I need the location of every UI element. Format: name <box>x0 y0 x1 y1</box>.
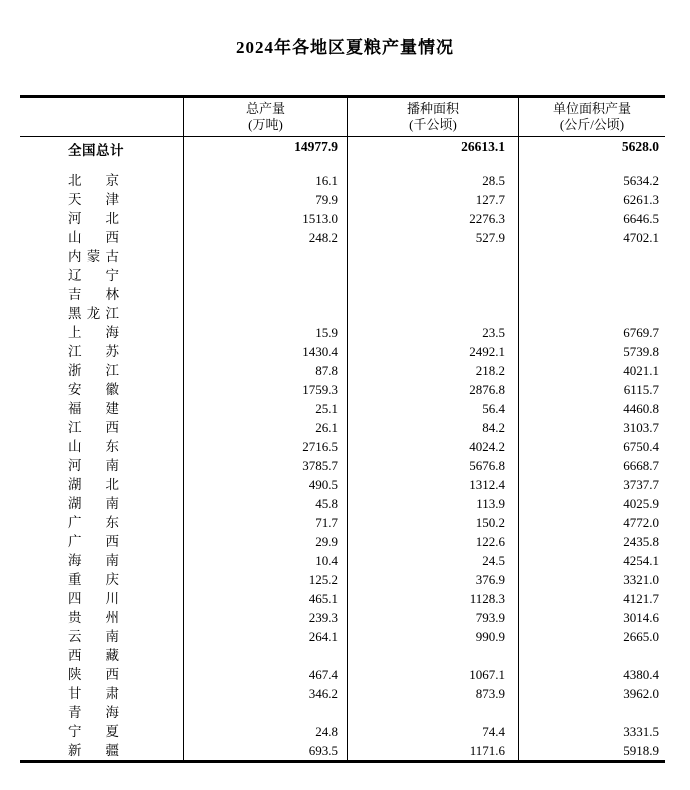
region-name: 新 疆 <box>68 743 119 758</box>
value-cell: 24.8 <box>183 722 347 741</box>
table-row <box>20 361 665 380</box>
value-cell: 113.9 <box>347 494 518 513</box>
value-cell: 2876.8 <box>347 380 518 399</box>
table-row <box>20 323 665 342</box>
header-total-output <box>183 98 347 136</box>
region-name: 上 海 <box>68 325 119 340</box>
value-cell <box>183 285 347 304</box>
page-title: 2024年各地区夏粮产量情况 <box>236 38 454 57</box>
table-row <box>20 380 665 399</box>
value-cell: 6769.7 <box>518 323 665 342</box>
region-name-cell <box>20 190 183 209</box>
region-name: 云 南 <box>68 629 119 644</box>
header-sown-area-unit: (千公顷) <box>409 117 457 132</box>
region-name: 辽 宁 <box>68 268 119 283</box>
value-cell: 2665.0 <box>518 627 665 646</box>
region-name-cell <box>20 627 183 646</box>
region-name: 天 津 <box>68 192 119 207</box>
table-row <box>20 475 665 494</box>
value-cell: 56.4 <box>347 399 518 418</box>
region-name-cell <box>20 722 183 741</box>
value-cell: 3962.0 <box>518 684 665 703</box>
value-cell: 376.9 <box>347 570 518 589</box>
header-yield-label: 单位面积产量 <box>552 101 631 116</box>
value-cell: 5918.9 <box>518 741 665 760</box>
value-cell: 29.9 <box>183 532 347 551</box>
value-cell: 74.4 <box>347 722 518 741</box>
region-name-cell <box>20 399 183 418</box>
table-row <box>20 209 665 228</box>
table-row <box>20 418 665 437</box>
value-cell: 490.5 <box>183 475 347 494</box>
value-cell: 4702.1 <box>518 228 665 247</box>
value-cell: 4254.1 <box>518 551 665 570</box>
value-cell: 23.5 <box>347 323 518 342</box>
table-row <box>20 285 665 304</box>
table-row <box>20 532 665 551</box>
region-name-cell <box>20 361 183 380</box>
value-cell: 465.1 <box>183 589 347 608</box>
region-name: 河 北 <box>68 211 119 226</box>
region-name-cell <box>20 456 183 475</box>
region-name: 甘 肃 <box>68 686 119 701</box>
value-cell: 122.6 <box>347 532 518 551</box>
region-name-cell <box>20 684 183 703</box>
value-cell <box>183 304 347 323</box>
value-cell: 2492.1 <box>347 342 518 361</box>
table-row <box>20 589 665 608</box>
region-name-cell <box>20 494 183 513</box>
spacer-cell <box>347 163 518 171</box>
value-cell <box>518 703 665 722</box>
value-cell: 4121.7 <box>518 589 665 608</box>
grain-production-table <box>20 95 665 763</box>
region-name-cell <box>20 171 183 190</box>
header-region-blank <box>20 98 183 136</box>
region-name-cell <box>20 228 183 247</box>
table-body <box>20 171 665 760</box>
value-cell: 239.3 <box>183 608 347 627</box>
region-name: 重 庆 <box>68 572 119 587</box>
region-name: 宁 夏 <box>68 724 119 739</box>
table-row <box>20 399 665 418</box>
value-cell: 4772.0 <box>518 513 665 532</box>
value-cell: 127.7 <box>347 190 518 209</box>
value-cell <box>518 266 665 285</box>
value-cell: 3737.7 <box>518 475 665 494</box>
spacer-row <box>20 163 665 171</box>
table-row <box>20 741 665 760</box>
region-name-cell <box>20 646 183 665</box>
value-cell: 15.9 <box>183 323 347 342</box>
table-row <box>20 437 665 456</box>
region-name: 湖 北 <box>68 477 119 492</box>
region-name-cell <box>20 418 183 437</box>
table-row <box>20 608 665 627</box>
region-name: 安 徽 <box>68 382 119 397</box>
table-row <box>20 665 665 684</box>
table-row <box>20 456 665 475</box>
region-name: 湖 南 <box>68 496 119 511</box>
value-cell: 1067.1 <box>347 665 518 684</box>
value-cell: 5676.8 <box>347 456 518 475</box>
region-name: 江 苏 <box>68 344 119 359</box>
table-row <box>20 703 665 722</box>
value-cell: 346.2 <box>183 684 347 703</box>
value-cell: 2435.8 <box>518 532 665 551</box>
value-cell: 4380.4 <box>518 665 665 684</box>
value-cell: 125.2 <box>183 570 347 589</box>
region-name-cell <box>20 285 183 304</box>
value-cell: 16.1 <box>183 171 347 190</box>
region-name: 内 蒙 古 <box>68 249 119 264</box>
value-cell: 6646.5 <box>518 209 665 228</box>
value-cell <box>347 247 518 266</box>
table-row <box>20 551 665 570</box>
region-name-cell <box>20 665 183 684</box>
region-name: 山 东 <box>68 439 119 454</box>
national-total-label: 全国总计 <box>68 142 124 158</box>
header-yield-unit: (公斤/公顷) <box>559 117 625 132</box>
value-cell: 4025.9 <box>518 494 665 513</box>
spacer-cell <box>518 163 665 171</box>
value-cell: 84.2 <box>347 418 518 437</box>
national-total-yield: 5628.0 <box>518 137 665 163</box>
value-cell: 4024.2 <box>347 437 518 456</box>
value-cell: 1312.4 <box>347 475 518 494</box>
value-cell <box>347 646 518 665</box>
region-name-cell <box>20 570 183 589</box>
table-row <box>20 342 665 361</box>
region-name: 吉 林 <box>68 287 119 302</box>
region-name-cell <box>20 247 183 266</box>
value-cell: 264.1 <box>183 627 347 646</box>
region-name: 四 川 <box>68 591 119 606</box>
value-cell: 10.4 <box>183 551 347 570</box>
value-cell: 25.1 <box>183 399 347 418</box>
value-cell: 87.8 <box>183 361 347 380</box>
value-cell <box>183 266 347 285</box>
value-cell <box>518 247 665 266</box>
spacer-cell <box>20 163 183 171</box>
region-name: 贵 州 <box>68 610 119 625</box>
value-cell: 793.9 <box>347 608 518 627</box>
region-name-cell <box>20 266 183 285</box>
region-name-cell <box>20 703 183 722</box>
header-total-output-unit: (万吨) <box>248 117 283 132</box>
table-row <box>20 190 665 209</box>
table-row <box>20 304 665 323</box>
value-cell: 1128.3 <box>347 589 518 608</box>
region-name-cell <box>20 741 183 760</box>
value-cell <box>518 646 665 665</box>
region-name: 广 东 <box>68 515 119 530</box>
value-cell: 1430.4 <box>183 342 347 361</box>
region-name: 河 南 <box>68 458 119 473</box>
value-cell: 693.5 <box>183 741 347 760</box>
region-name: 青 海 <box>68 705 119 720</box>
value-cell <box>183 247 347 266</box>
region-name-cell <box>20 380 183 399</box>
value-cell: 873.9 <box>347 684 518 703</box>
table-header-row <box>20 98 665 137</box>
region-name: 西 藏 <box>68 648 119 663</box>
value-cell: 1759.3 <box>183 380 347 399</box>
value-cell: 45.8 <box>183 494 347 513</box>
region-name-cell <box>20 437 183 456</box>
region-name: 福 建 <box>68 401 119 416</box>
region-name: 浙 江 <box>68 363 119 378</box>
region-name-cell <box>20 608 183 627</box>
value-cell: 6115.7 <box>518 380 665 399</box>
header-total-output-label: 总产量 <box>245 101 285 116</box>
value-cell: 1513.0 <box>183 209 347 228</box>
value-cell <box>518 304 665 323</box>
region-name-cell <box>20 551 183 570</box>
table-row <box>20 247 665 266</box>
table-row <box>20 646 665 665</box>
value-cell <box>347 285 518 304</box>
table-row <box>20 228 665 247</box>
region-name: 陕 西 <box>68 667 119 682</box>
value-cell <box>183 703 347 722</box>
header-yield <box>518 98 665 136</box>
value-cell <box>347 703 518 722</box>
value-cell <box>347 266 518 285</box>
value-cell: 71.7 <box>183 513 347 532</box>
value-cell: 467.4 <box>183 665 347 684</box>
region-name-cell <box>20 475 183 494</box>
region-name-cell <box>20 209 183 228</box>
value-cell: 150.2 <box>347 513 518 532</box>
region-name-cell <box>20 513 183 532</box>
value-cell: 2276.3 <box>347 209 518 228</box>
value-cell: 218.2 <box>347 361 518 380</box>
value-cell <box>183 646 347 665</box>
table-row <box>20 266 665 285</box>
value-cell: 3331.5 <box>518 722 665 741</box>
region-name: 黑 龙 江 <box>68 306 119 321</box>
value-cell: 28.5 <box>347 171 518 190</box>
value-cell: 527.9 <box>347 228 518 247</box>
table-row <box>20 722 665 741</box>
value-cell: 3014.6 <box>518 608 665 627</box>
region-name: 广 西 <box>68 534 119 549</box>
header-sown-area-label: 播种面积 <box>406 101 459 116</box>
value-cell: 6668.7 <box>518 456 665 475</box>
table-row <box>20 171 665 190</box>
value-cell: 2716.5 <box>183 437 347 456</box>
national-total-area: 26613.1 <box>347 137 518 163</box>
value-cell: 24.5 <box>347 551 518 570</box>
value-cell: 3321.0 <box>518 570 665 589</box>
national-total-name-cell <box>20 137 183 163</box>
value-cell: 4460.8 <box>518 399 665 418</box>
header-sown-area <box>347 98 518 136</box>
value-cell: 248.2 <box>183 228 347 247</box>
value-cell: 3103.7 <box>518 418 665 437</box>
table-row <box>20 684 665 703</box>
value-cell <box>518 285 665 304</box>
value-cell: 5634.2 <box>518 171 665 190</box>
region-name-cell <box>20 532 183 551</box>
region-name-cell <box>20 323 183 342</box>
table-row <box>20 627 665 646</box>
value-cell: 6261.3 <box>518 190 665 209</box>
table-row <box>20 570 665 589</box>
value-cell: 990.9 <box>347 627 518 646</box>
value-cell <box>347 304 518 323</box>
table-row <box>20 513 665 532</box>
value-cell: 3785.7 <box>183 456 347 475</box>
value-cell: 26.1 <box>183 418 347 437</box>
national-total-output: 14977.9 <box>183 137 347 163</box>
region-name: 北 京 <box>68 173 119 188</box>
spacer-cell <box>183 163 347 171</box>
region-name: 海 南 <box>68 553 119 568</box>
table-row <box>20 494 665 513</box>
region-name: 江 西 <box>68 420 119 435</box>
region-name-cell <box>20 342 183 361</box>
region-name: 山 西 <box>68 230 119 245</box>
value-cell: 79.9 <box>183 190 347 209</box>
region-name-cell <box>20 589 183 608</box>
value-cell: 1171.6 <box>347 741 518 760</box>
national-total-row <box>20 137 665 163</box>
value-cell: 4021.1 <box>518 361 665 380</box>
region-name-cell <box>20 304 183 323</box>
value-cell: 5739.8 <box>518 342 665 361</box>
value-cell: 6750.4 <box>518 437 665 456</box>
